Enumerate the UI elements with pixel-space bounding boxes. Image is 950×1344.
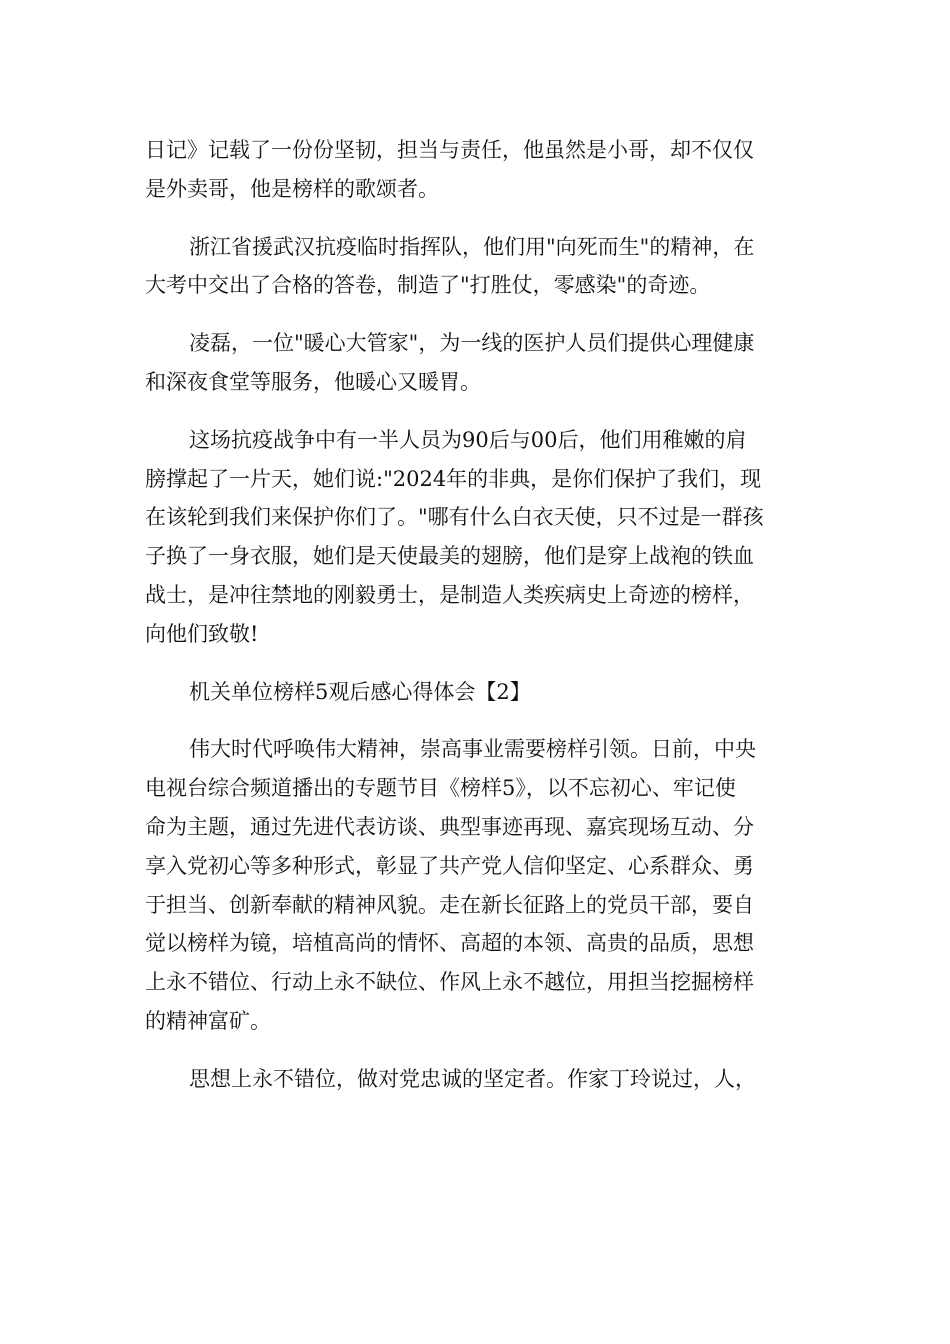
paragraph-2: [145, 228, 805, 306]
paragraph-gap: [145, 711, 805, 730]
document-body: [145, 131, 805, 1099]
text-line: 战士，是冲往禁地的刚毅勇士，是制造人类疾病史上奇迹的榜样，: [145, 582, 754, 607]
text-line: 这场抗疫战争中有一半人员为90后与00后，他们用稚嫩的肩: [189, 427, 747, 452]
text-line: 觉以榜样为镜，培植高尚的情怀、高超的本领、高贵的品质，思想: [145, 931, 754, 956]
text-line: 子换了一身衣服，她们是天使最美的翅膀，他们是穿上战袍的铁血: [145, 544, 754, 569]
text-line: 于担当、创新奉献的精神风貌。走在新长征路上的党员干部，要自: [145, 892, 754, 917]
text-line: 膀撑起了一片天，她们说:"2024年的非典，是你们保护了我们，现: [145, 466, 762, 491]
text-line: 是外卖哥，他是榜样的歌颂者。: [145, 176, 439, 201]
paragraph-6: [145, 1060, 805, 1099]
paragraph-5: [145, 730, 805, 1040]
text-line: 向他们致敬!: [145, 621, 259, 646]
text-line: 日记》记载了一份份坚韧，担当与责任，他虽然是小哥，却不仅仅: [145, 138, 754, 162]
paragraph-gap: [145, 305, 805, 324]
text-line: 命为主题，通过先进代表访谈、典型事迹再现、嘉宾现场互动、分: [145, 814, 754, 839]
paragraph-gap: [145, 1041, 805, 1060]
section-heading: [145, 673, 805, 712]
paragraph-1: [145, 131, 805, 209]
text-line: 享入党初心等多种形式，彰显了共产党人信仰坚定、心系群众、勇: [145, 853, 754, 878]
text-line: 伟大时代呼唤伟大精神，崇高事业需要榜样引领。日前，中央: [189, 737, 756, 762]
paragraph-gap: [145, 402, 805, 421]
text-line: 思想上永不错位，做对党忠诚的坚定者。作家丁玲说过，人，: [189, 1066, 756, 1091]
paragraph-gap: [145, 654, 805, 673]
paragraph-3: [145, 324, 805, 402]
text-line: 的精神富矿。: [145, 1008, 271, 1033]
text-line: 电视台综合频道播出的专题节目《榜样5》，以不忘初心、牢记使: [145, 776, 736, 801]
paragraph-gap: [145, 209, 805, 228]
text-line: 大考中交出了合格的答卷，制造了"打胜仗，零感染"的奇迹。: [145, 273, 711, 298]
paragraph-4: [145, 421, 805, 654]
text-line: 和深夜食堂等服务，他暖心又暖胃。: [145, 369, 481, 394]
text-line: 浙江省援武汉抗疫临时指挥队，他们用"向死而生"的精神，在: [189, 234, 755, 259]
text-line: 上永不错位、行动上永不缺位、作风上永不越位，用担当挖掘榜样: [145, 970, 754, 995]
section-heading-text: 机关单位榜样5观后感心得体会【2】: [189, 679, 531, 704]
text-line: 在该轮到我们来保护你们了。"哪有什么白衣天使，只不过是一群孩: [145, 505, 764, 530]
text-line: 凌磊，一位"暖心大管家"，为一线的医护人员们提供心理健康: [189, 331, 755, 356]
